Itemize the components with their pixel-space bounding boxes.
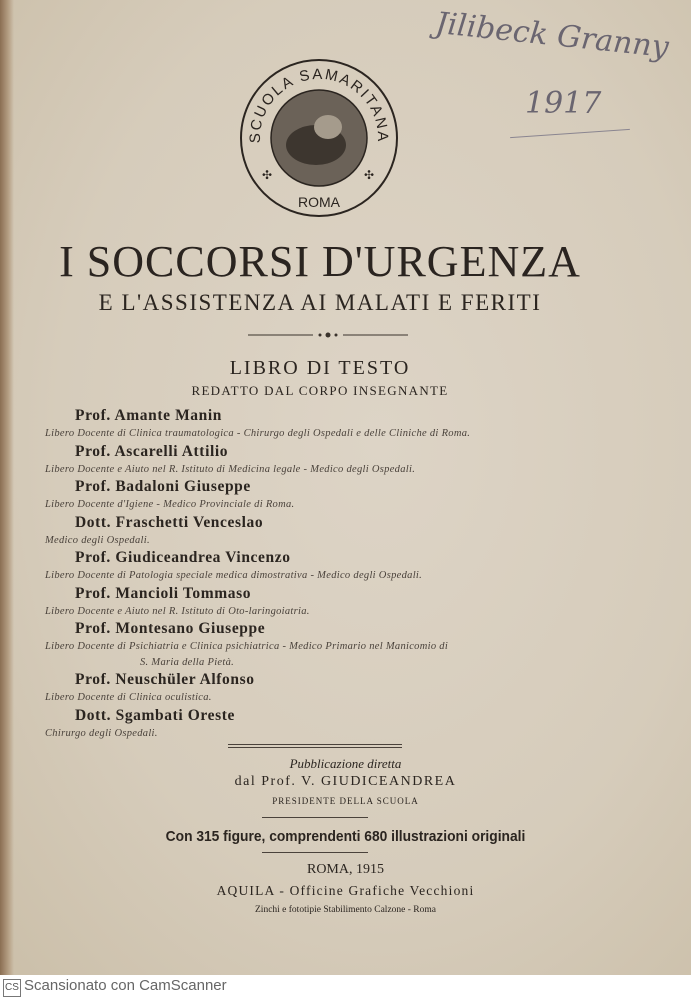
author-entry [45, 442, 605, 478]
author-name: Prof. Neuschüler Alfonso [75, 671, 255, 688]
author-name: Prof. Badaloni Giuseppe [75, 478, 251, 495]
book-title: I SOCCORSI D'URGENZA [59, 237, 581, 286]
divider [262, 817, 368, 818]
author-entry [45, 706, 605, 742]
libro-di-testo: LIBRO DI TESTO [229, 357, 411, 379]
author-entry [45, 513, 605, 549]
author-desc: Libero Docente e Aiuto nel R. Istituto di Medicina legale - Medico degli Ospedali. [45, 463, 416, 475]
author-desc: Medico degli Ospedali. [45, 534, 150, 546]
author-desc: Libero Docente d'Igiene - Medico Provinciale di Roma. [45, 499, 295, 510]
scanner-footer [0, 975, 691, 1000]
book-subtitle: E L'ASSISTENZA AI MALATI E FERITI [98, 290, 542, 315]
publication-line: Pubblicazione diretta [289, 756, 402, 771]
author-entry [45, 548, 605, 584]
figures-note: Con 315 figure, comprendenti 680 illustrazioni originali [165, 828, 526, 845]
school-emblem-seal [238, 57, 400, 219]
author-name: Dott. Sgambati Oreste [75, 706, 235, 724]
zinc-credit: Zinchi e fototipie Stabilimento Calzone - Roma [255, 905, 436, 915]
author-name: Prof. Ascarelli Attilio [75, 442, 229, 460]
author-entry [45, 477, 605, 513]
redatto-line: REDATTO DAL CORPO INSEGNANTE [191, 383, 449, 398]
author-name: Prof. Amante Manin [75, 407, 222, 424]
handwritten-note: Jilibeck Granny 1917 [430, 8, 690, 148]
author-name: Prof. Giudiceandrea Vincenzo [75, 549, 291, 566]
author-desc: Libero Docente e Aiuto nel R. Istituto di Oto-laringoiatria. [45, 605, 310, 617]
svg-text:✣: ✣ [262, 168, 273, 182]
publication-director: dal Prof. V. GIUDICEANDREA [234, 774, 457, 789]
binding-edge [0, 0, 14, 975]
camscanner-icon: CS [3, 979, 21, 997]
place-year: ROMA, 1915 [306, 862, 384, 877]
publication-role: PRESIDENTE DELLA SCUOLA [272, 796, 419, 806]
divider [262, 852, 368, 853]
svg-text:SCUOLA SAMARITANA: SCUOLA SAMARITANA [246, 65, 392, 144]
author-entry [45, 619, 605, 670]
author-desc-cont: S. Maria della Pietà. [140, 656, 235, 668]
author-entry [45, 670, 605, 706]
svg-text:✣: ✣ [364, 168, 375, 182]
divider [228, 744, 402, 745]
author-desc: Libero Docente di Patologia speciale medica dimostrativa - Medico degli Ospedali. [45, 570, 423, 581]
printer: AQUILA - Officine Grafiche Vecchioni [216, 883, 475, 898]
authors-list [45, 406, 605, 741]
svg-text:ROMA: ROMA [298, 194, 340, 210]
author-desc: Chirurgo degli Ospedali. [45, 727, 158, 739]
author-name: Prof. Montesano Giuseppe [75, 620, 266, 637]
author-desc: Libero Docente di Clinica traumatologica - Chirurgo degli Ospedali e delle Cliniche di Roma. [45, 428, 471, 439]
divider [228, 747, 402, 748]
author-entry [45, 406, 605, 442]
author-name: Dott. Fraschetti Venceslao [75, 513, 264, 531]
scanner-watermark: Scansionato con CamScanner [24, 977, 227, 994]
author-desc: Libero Docente di Clinica oculistica. [45, 692, 212, 703]
ornament-divider [248, 330, 408, 340]
author-desc: Libero Docente di Psichiatria e Clinica psichiatrica - Medico Primario nel Manicomio di [45, 641, 449, 652]
author-name: Prof. Mancioli Tommaso [75, 584, 252, 602]
author-entry [45, 584, 605, 620]
